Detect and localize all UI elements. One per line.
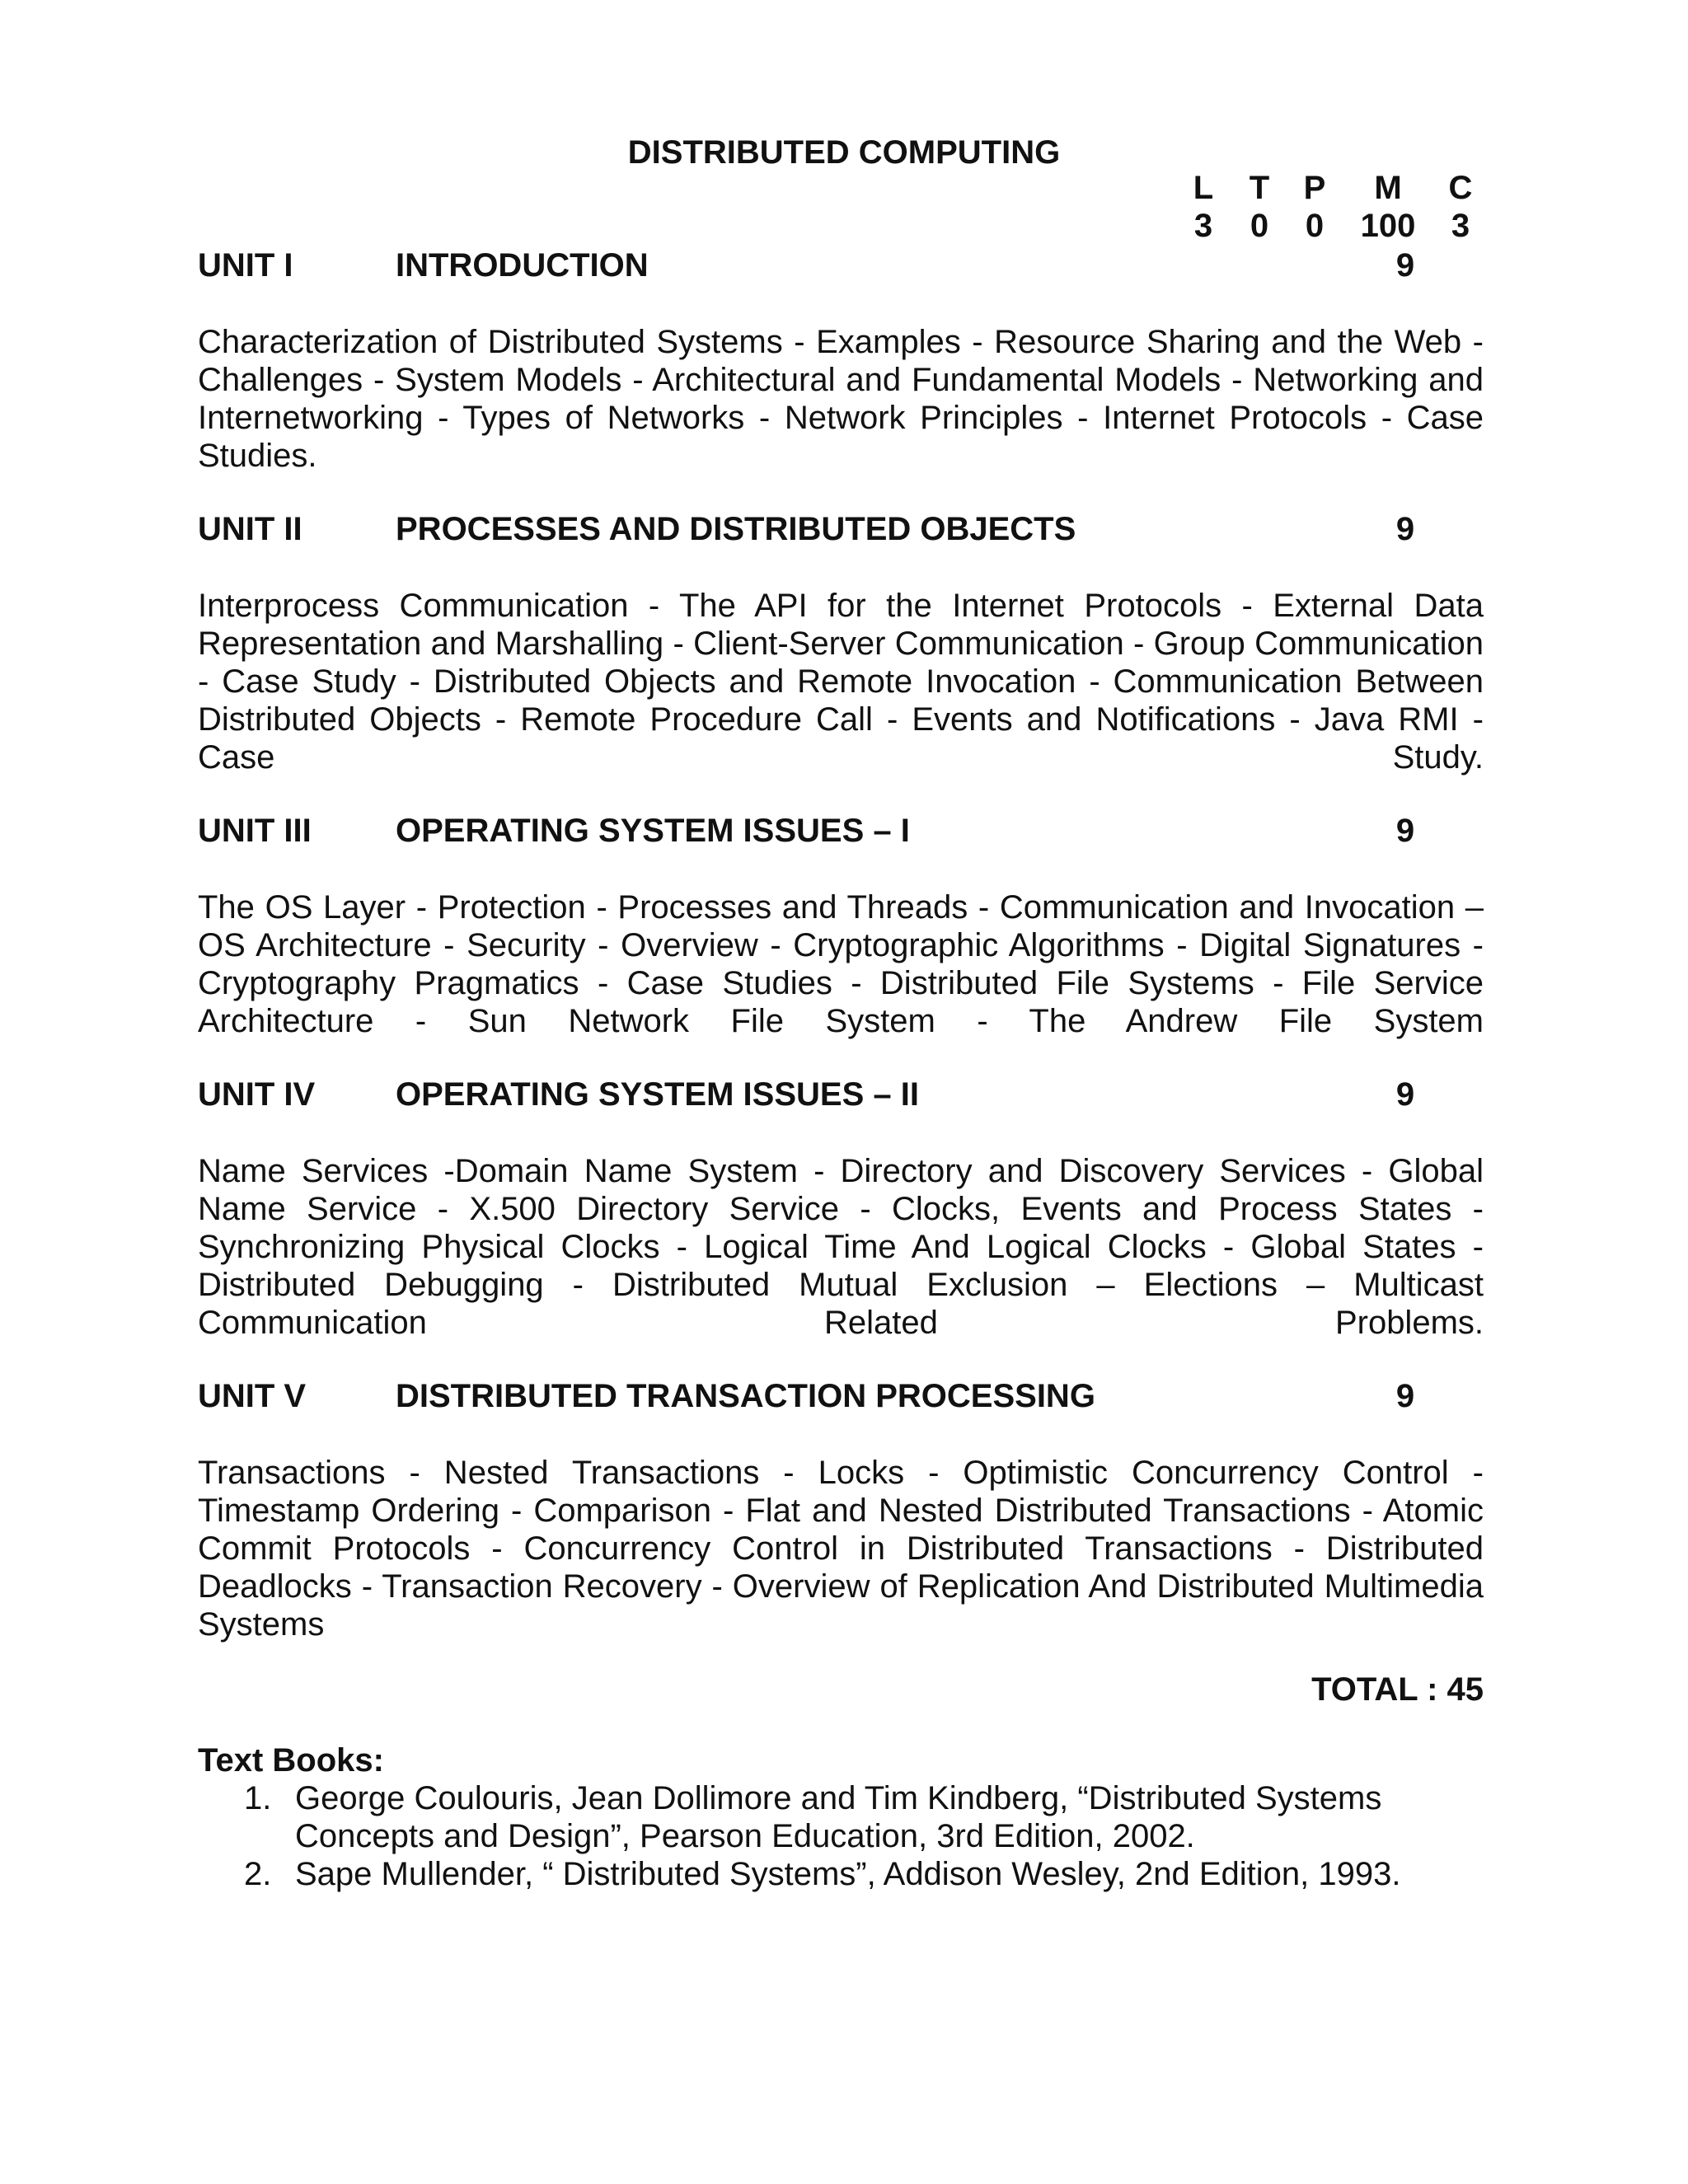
- unit-1-content: Characterization of Distributed Systems - Examples - Resource Sharing and the Web - Challenges - System Models - Architectural and Fundamental Models - Networking and Internetworking - Types of Networks - Network Principles - Internet Protocols - Case Studies.: [198, 324, 1484, 474]
- unit-4-content: Name Services -Domain Name System - Directory and Discovery Services - Global Name Service - X.500 Directory Service - Clocks, Events and Process States - Synchronizing Physical Clocks - Logical Time And Logical Clocks - Global States - Distributed Debugging - Distributed Mutual Exclusion – Elections – Multicast Communication Related Problems.: [198, 1153, 1484, 1341]
- unit-number: UNIT II: [198, 511, 302, 547]
- unit-hours: 9: [1395, 247, 1415, 284]
- credit-header-l: L: [1193, 170, 1214, 206]
- text-books-list: [198, 1779, 1484, 1893]
- unit-2-heading: [198, 509, 1484, 550]
- total-hours: TOTAL : 45: [1311, 1671, 1484, 1708]
- unit-title: INTRODUCTION: [396, 247, 649, 284]
- credit-value-t: 0: [1250, 208, 1269, 244]
- unit-number: UNIT V: [198, 1378, 307, 1414]
- unit-hours: 9: [1395, 1076, 1415, 1113]
- list-item: [198, 1855, 1484, 1893]
- unit-number: UNIT III: [198, 813, 312, 849]
- list-item-text: Sape Mullender, “ Distributed Systems”, Addison Wesley, 2nd Edition, 1993.: [295, 1856, 1401, 1892]
- credit-value-c: 3: [1451, 208, 1470, 244]
- course-title: DISTRIBUTED COMPUTING: [627, 134, 1061, 171]
- credit-header-t: T: [1249, 170, 1270, 206]
- list-item: [198, 1779, 1484, 1855]
- unit-4-heading: [198, 1074, 1484, 1115]
- credit-value-l: 3: [1193, 208, 1213, 244]
- credit-header-c: C: [1448, 170, 1473, 206]
- list-item-number: 2.: [244, 1856, 272, 1892]
- list-item-text: George Coulouris, Jean Dollimore and Tim Kindberg, “Distributed Systems Concepts and Design”, Pearson Education, 3rd Edition, 2002.: [295, 1780, 1382, 1854]
- credit-header-p: P: [1303, 170, 1326, 206]
- unit-3-heading: [198, 810, 1484, 851]
- unit-title: OPERATING SYSTEM ISSUES – II: [396, 1076, 919, 1113]
- list-item-number: 1.: [244, 1780, 272, 1816]
- credit-value-p: 0: [1305, 208, 1325, 244]
- unit-hours: 9: [1395, 511, 1415, 547]
- unit-3-content: The OS Layer - Protection - Processes and Threads - Communication and Invocation – OS Architecture - Security - Overview - Cryptographic Algorithms - Digital Signatures - Cryptography Pragmatics - Case Studies - Distributed File Systems - File Service Architecture - Sun Network File System - The Andrew File System: [198, 889, 1484, 1039]
- unit-title: OPERATING SYSTEM ISSUES – I: [396, 813, 910, 849]
- credit-table: [1170, 169, 1484, 245]
- text-books-heading: Text Books:: [198, 1742, 384, 1779]
- unit-hours: 9: [1395, 813, 1415, 849]
- credit-table-header-row: [1170, 169, 1484, 207]
- unit-title: PROCESSES AND DISTRIBUTED OBJECTS: [396, 511, 1076, 547]
- unit-5-content: Transactions - Nested Transactions - Locks - Optimistic Concurrency Control - Timestamp Ordering - Comparison - Flat and Nested Distributed Transactions - Atomic Commit Protocols - Concurrency Control in Distributed Transactions - Distributed Deadlocks - Transaction Recovery - Overview of Replication And Distributed Multimedia Systems: [198, 1455, 1484, 1643]
- credit-table-value-row: [1170, 207, 1484, 245]
- unit-number: UNIT IV: [198, 1076, 316, 1113]
- unit-2-content: Interprocess Communication - The API for the Internet Protocols - External Data Representation and Marshalling - Client-Server Communication - Group Communication - Case Study - Distributed Objects and Remote Invocation - Communication Between Distributed Objects - Remote Procedure Call - Events and Notifications - Java RMI - Case Study.: [198, 588, 1484, 776]
- unit-1-heading: [198, 245, 1484, 286]
- unit-5-heading: [198, 1376, 1484, 1417]
- credit-header-m: M: [1374, 170, 1402, 206]
- unit-number: UNIT I: [198, 247, 293, 284]
- unit-hours: 9: [1395, 1378, 1415, 1414]
- credit-value-m: 100: [1360, 208, 1416, 244]
- unit-title: DISTRIBUTED TRANSACTION PROCESSING: [396, 1378, 1095, 1414]
